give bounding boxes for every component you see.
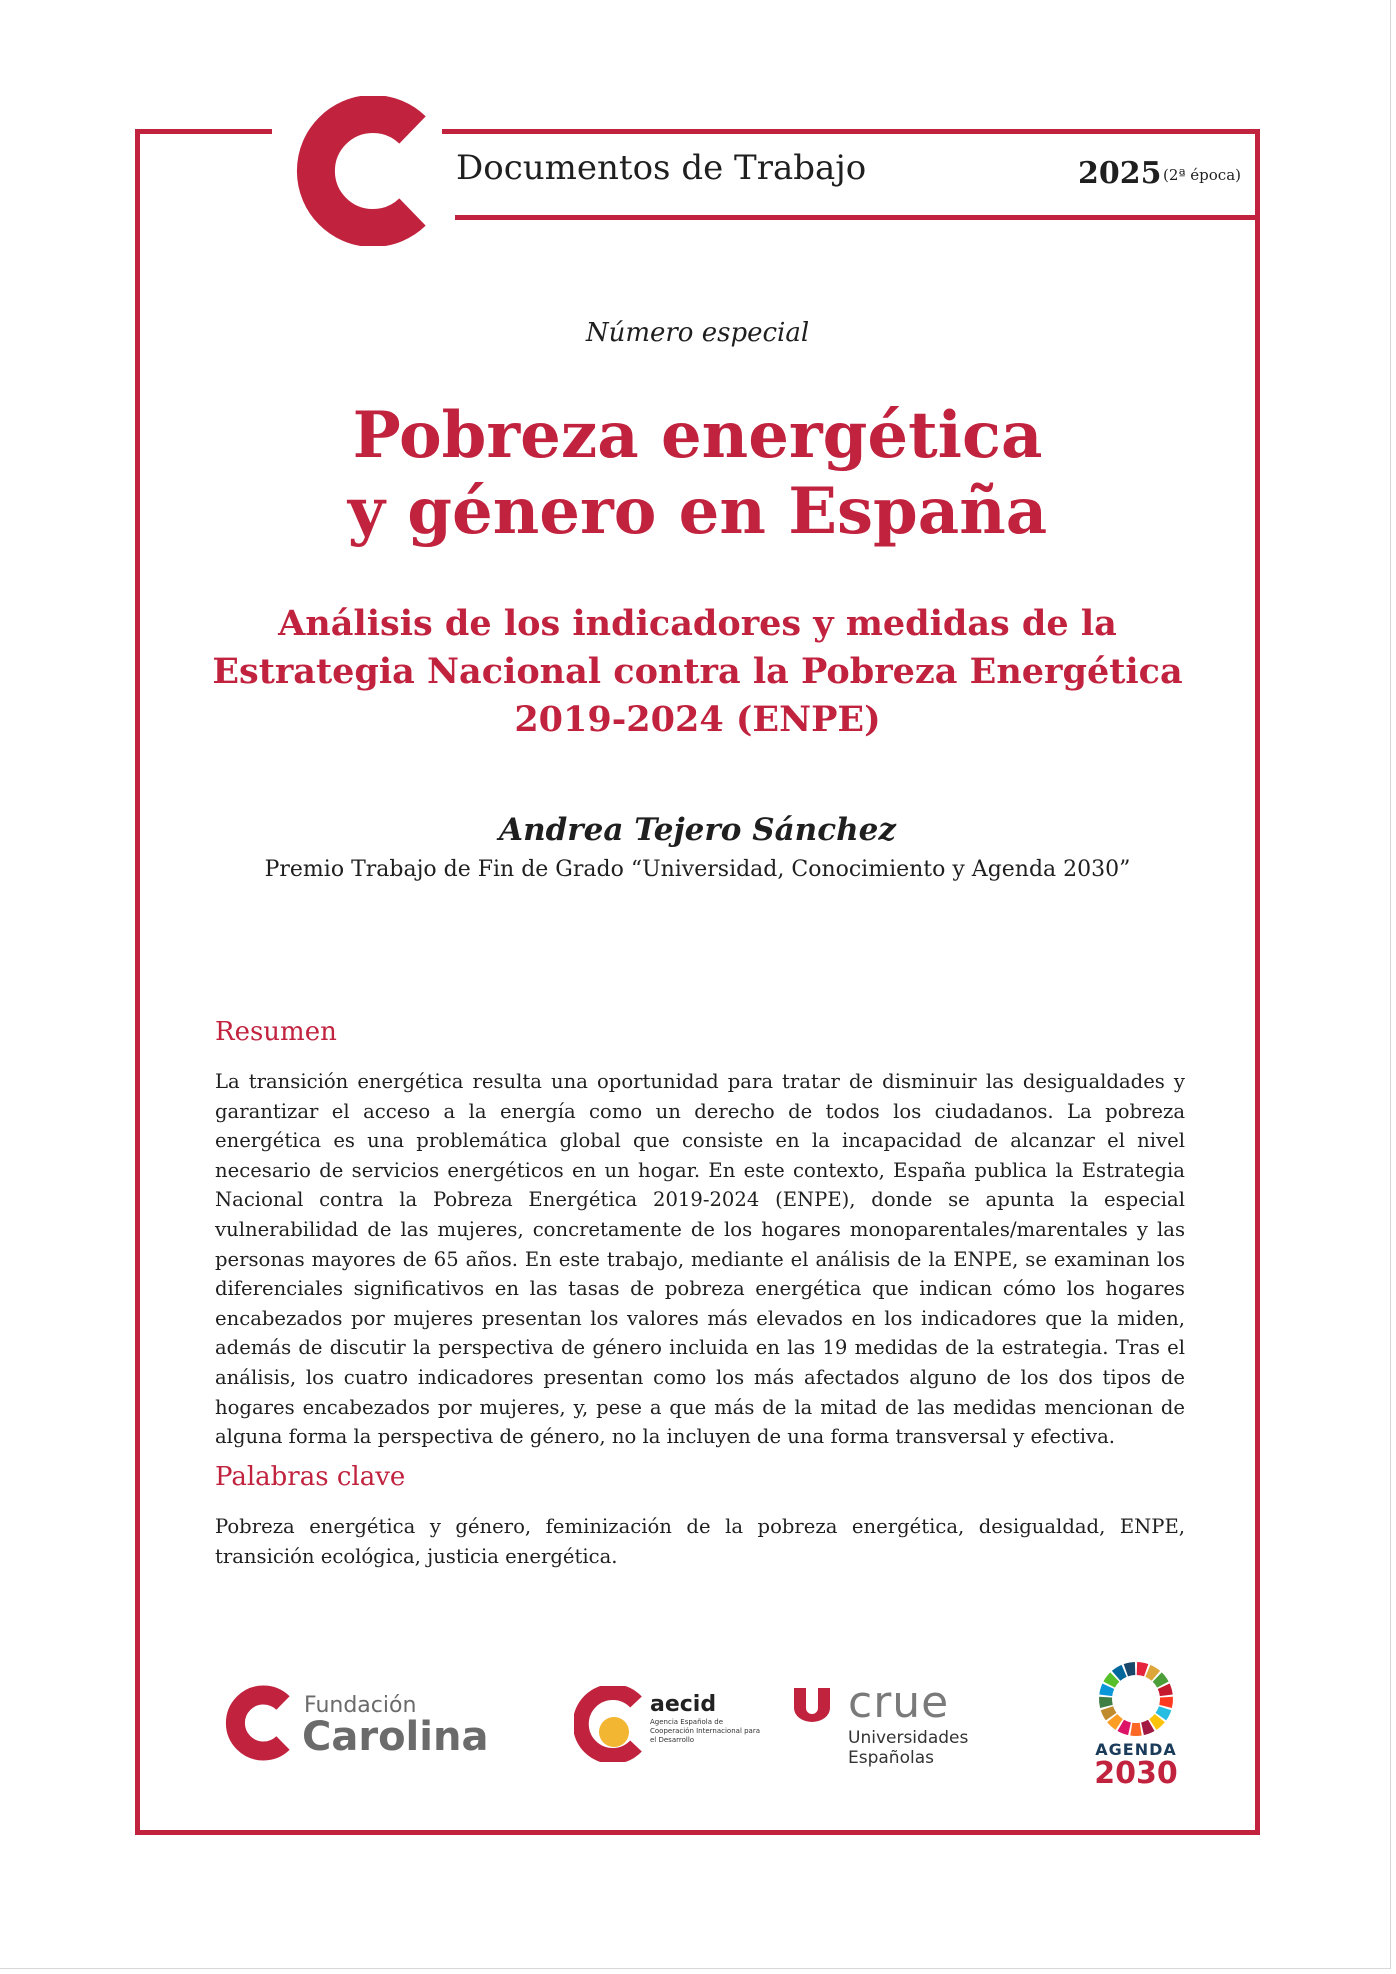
document-subtitle <box>135 600 1260 744</box>
subtitle-line-1: Análisis de los indicadores y medidas de la <box>278 603 1117 644</box>
sdg-segment <box>1099 1697 1113 1708</box>
sdg-segment <box>1130 1723 1141 1736</box>
fundacion-carolina-footer-icon <box>222 1685 292 1761</box>
aecid-subtitle: Agencia Española de Cooperación Internacional para el Desarrollo <box>650 1718 761 1744</box>
document-title <box>135 398 1260 550</box>
abstract-heading: Resumen <box>215 1017 337 1047</box>
series-year: 2025 <box>1078 156 1162 191</box>
author-name: Andrea Tejero Sánchez <box>499 812 896 848</box>
series-title: Documentos de Trabajo <box>456 148 867 188</box>
title-line-1: Pobreza energética <box>352 398 1043 473</box>
agenda-label: AGENDA <box>1095 1740 1177 1759</box>
sdg-wheel-icon <box>1097 1660 1175 1738</box>
crue-subtitle-line-2: Españolas <box>848 1748 934 1768</box>
keywords-text: Pobreza energética y género, feminización de la pobreza energética, desigualdad, ENPE, transición ecológica, justicia energética. <box>215 1515 1185 1568</box>
agenda-year: 2030 <box>1094 1756 1178 1791</box>
series-epoch: (2ª época) <box>1163 166 1241 184</box>
aecid-name: aecid <box>650 1692 717 1717</box>
crue-subtitle <box>848 1728 968 1768</box>
subtitle-line-3: 2019-2024 (ENPE) <box>514 699 881 740</box>
special-issue-label: Número especial <box>585 318 810 348</box>
subtitle-line-2: Estrategia Nacional contra la Pobreza Energética <box>212 651 1183 692</box>
abstract-text: La transición energética resulta una oportunidad para tratar de disminuir las desigualdades y garantizar el acceso a la energía como un derecho de todos los ciudadanos. La pobreza energética es una problemática global que consiste en la incapacidad de alcanzar el nivel necesario de servicios energéticos en un hogar. En este contexto, España publica la Estrategia Nacional contra la Pobreza Energética 2019-2024 (ENPE), donde se apunta la especial vulnerabilidad de las mujeres, concretamente de los hogares monoparentales/marentales y las personas mayores de 65 años. En este trabajo, mediante el análisis de la ENPE, se examinan los diferenciales significativos en las tasas de pobreza energética que indican cómo los hogares encabezados por mujeres presentan los valores más elevados en los indicadores que la miden, además de discutir la perspectiva de género incluida en las 19 medidas de la estrategia. Tras el análisis, los cuatro indicadores presentan como los más afectados alguno de los dos tipos de hogares encabezados por mujeres, y, pese a que más de la mitad de las medidas mencionan de alguna forma la perspectiva de género, no la incluyen de una forma transversal y efectiva. <box>215 1070 1185 1449</box>
crue-subtitle-line-1: Universidades <box>848 1728 969 1748</box>
page-frame <box>135 129 1260 1835</box>
carolina-label: Carolina <box>302 1714 489 1760</box>
header-rule <box>455 215 1260 220</box>
keywords-heading: Palabras clave <box>215 1462 406 1492</box>
sdg-segment <box>1159 1697 1173 1708</box>
sdg-wheel-segments <box>1099 1662 1173 1736</box>
title-line-2: y género en España <box>347 474 1048 549</box>
fundacion-label: Fundación <box>304 1693 417 1718</box>
crue-logo-icon <box>792 1688 832 1722</box>
fundacion-carolina-c-logo <box>286 96 426 246</box>
crue-name: crue <box>848 1677 950 1728</box>
award-line: Premio Trabajo de Fin de Grado “Universidad, Conocimiento y Agenda 2030” <box>264 857 1131 882</box>
aecid-logo-icon <box>574 1686 648 1762</box>
